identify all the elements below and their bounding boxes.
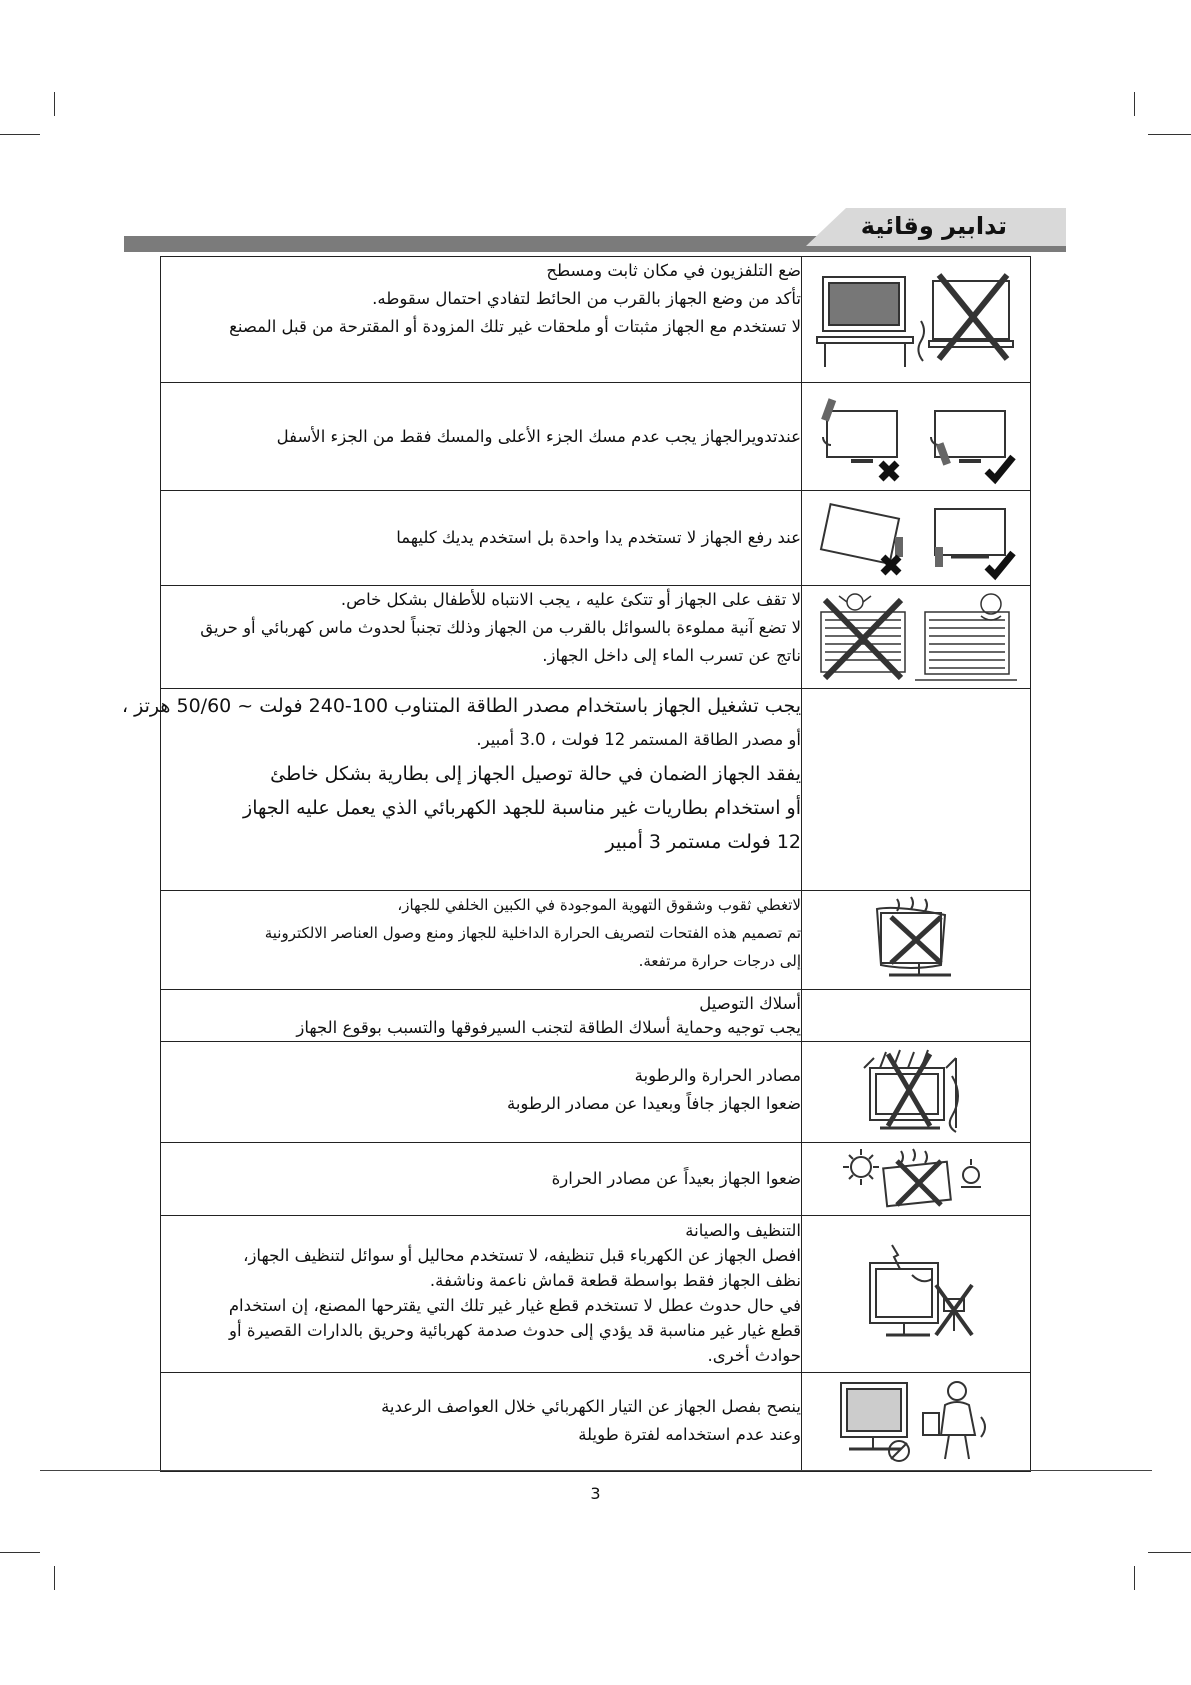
row-text: يجب توجيه وحماية أسلاك الطاقة لتجنب السيرفوقها والتسبب بوقوع الجهاز <box>296 1018 801 1037</box>
crop-mark <box>0 134 40 135</box>
heat-source-icon <box>841 1147 991 1211</box>
lightning-unplug-icon <box>831 1377 1001 1467</box>
cleaning-unplug-icon <box>856 1239 976 1349</box>
row-text: عندتدويرالجهاز يجب عدم مسك الجزء الأعلى والمسك فقط من الجزء الأسفل <box>276 426 801 446</box>
rotate-tv-correct-incorrect-icon <box>811 387 1021 485</box>
row-text: أسلاك التوصيل <box>699 994 801 1013</box>
row-text: 12 فولت مستمر 3 أمبير <box>605 831 801 853</box>
table-row <box>161 1042 1031 1143</box>
table-row <box>161 383 1031 491</box>
crop-mark <box>1148 134 1191 135</box>
crop-mark <box>1148 1552 1191 1553</box>
row-text: نظف الجهاز فقط بواسطة قطعة قماش ناعمة وناشفة. <box>429 1271 801 1290</box>
covered-vents-icon <box>861 895 971 985</box>
row-text: ضعوا الجهاز بعيداً عن مصادر الحرارة <box>551 1169 801 1188</box>
crop-mark <box>1134 92 1135 116</box>
row-text: افصل الجهاز عن الكهرباء قبل تنظيفه، لا تستخدم محاليل أو سوائل لتنظيف الجهاز، <box>243 1246 801 1265</box>
row-text: ناتج عن تسرب الماء إلى داخل الجهاز. <box>542 646 801 665</box>
table-row <box>161 586 1031 689</box>
row-text: في حال حدوث عطل لا تستخدم قطع غيار غير تلك التي يقترحها المصنع، إن استخدام <box>228 1296 801 1315</box>
table-row <box>161 689 1031 891</box>
table-row <box>161 891 1031 990</box>
row-text: لا تقف على الجهاز أو تتكئ عليه ، يجب الانتباه للأطفال بشكل خاص. <box>340 590 801 609</box>
crop-mark <box>0 1552 40 1553</box>
row-text: ينصح بفصل الجهاز عن التيار الكهربائي خلال العواصف الرعدية <box>381 1397 801 1416</box>
page-title: تدابير وقائية <box>860 212 1007 240</box>
row-text: إلى درجات حرارة مرتفعة. <box>638 952 801 970</box>
table-row <box>161 491 1031 586</box>
row-text: تأكد من وضع الجهاز بالقرب من الحائط لتفادي احتمال سقوطه. <box>372 289 801 308</box>
row-text: أو استخدام بطاريات غير مناسبة للجهد الكهربائي الذي يعمل عليه الجهاز <box>243 797 801 819</box>
row-text: ضعوا الجهاز جافاً وبعيدا عن مصادر الرطوبة <box>506 1094 801 1113</box>
table-row <box>161 990 1031 1042</box>
table-row <box>161 1373 1031 1472</box>
row-text: التنظيف والصيانة <box>685 1221 801 1240</box>
row-text: لا تستخدم مع الجهاز مثبتات أو ملحقات غير تلك المزودة أو المقترحة من قبل المصنع <box>229 317 801 336</box>
precautions-table <box>121 256 1031 1472</box>
page-number: 3 <box>590 1484 601 1503</box>
row-text: أو مصدر الطاقة المستمر 12 فولت ، 3.0 أمبير. <box>476 730 801 749</box>
row-text: لا تضع آنية مملوءة بالسوائل بالقرب من الجهاز وذلك تجنباً لحدوث ماس كهربائي أو حريق <box>200 618 801 637</box>
footer-rule <box>40 1470 1152 1471</box>
table-row <box>161 1216 1031 1373</box>
lift-tv-correct-incorrect-icon <box>811 495 1021 581</box>
humidity-source-icon <box>856 1046 976 1138</box>
row-text: لاتغطي ثقوب وشقوق التهوية الموجودة في الكبين الخلفي للجهاز، <box>397 896 801 914</box>
tv-stand-and-unstable-placement-icon <box>811 261 1021 373</box>
row-text: عند رفع الجهاز لا تستخدم يدا واحدة بل استخدم يديك كليهما <box>396 528 801 547</box>
row-text: ضع التلفزيون في مكان ثابت ومسطح <box>546 261 801 280</box>
row-text: قطع غيار غير مناسبة قد يؤدي إلى حدوث صدمة كهربائية وحريق بالدارات القصيرة أو <box>229 1321 801 1340</box>
crop-mark <box>54 1566 55 1590</box>
no-leaning-no-liquids-icon <box>811 590 1021 684</box>
row-text: مصادر الحرارة والرطوبة <box>634 1066 801 1085</box>
row-text: تم تصميم هذه الفتحات لتصريف الحرارة الداخلية للجهاز ومنع وصول العناصر الالكترونية <box>264 924 801 942</box>
row-text: يفقد الجهاز الضمان في حالة توصيل الجهاز إلى بطارية بشكل خاطئ <box>270 763 801 785</box>
table-row <box>161 257 1031 383</box>
row-text: حوادث أخرى. <box>707 1346 801 1365</box>
crop-mark <box>1134 1566 1135 1590</box>
table-row <box>161 1143 1031 1216</box>
row-text: وعند عدم استخدامه لفترة طويلة <box>578 1425 801 1444</box>
crop-mark <box>54 92 55 116</box>
row-text: يجب تشغيل الجهاز باستخدام مصدر الطاقة المتناوب 100-240 فولت ~ 50/60 هرتز ، <box>121 695 801 717</box>
